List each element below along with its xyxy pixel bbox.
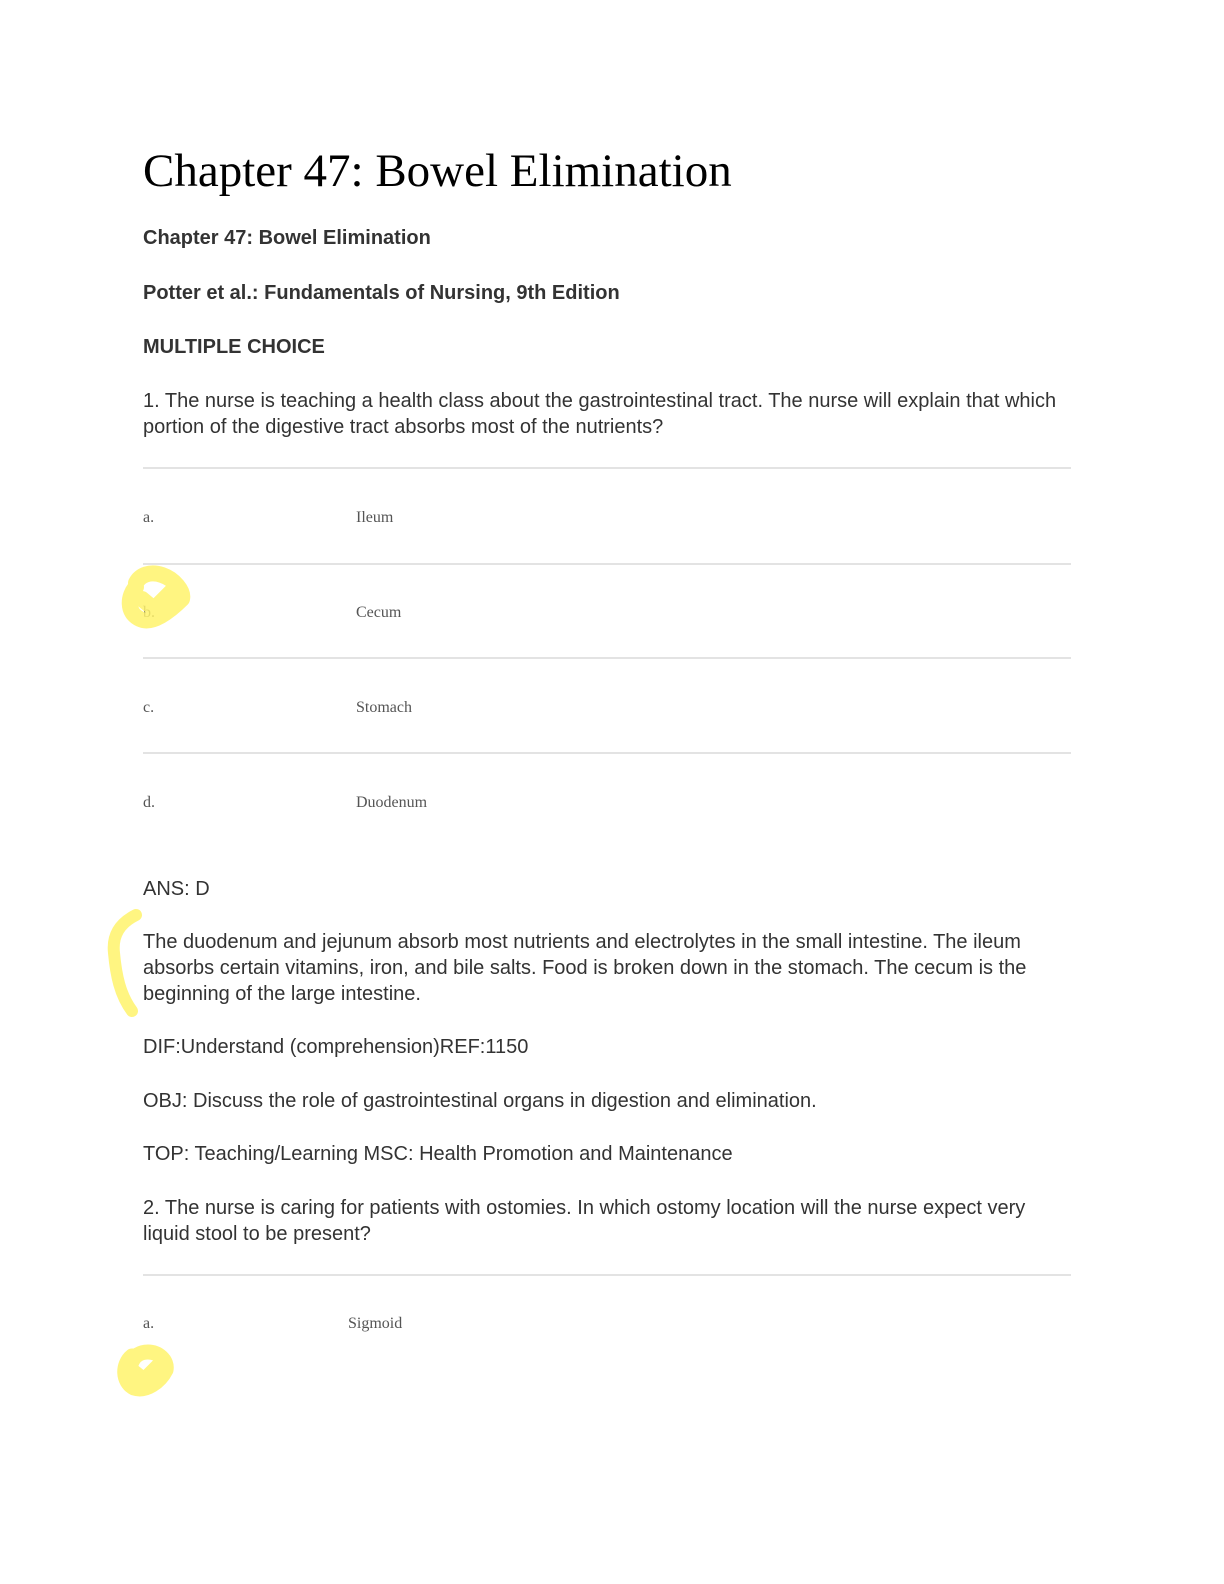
q1-option-a-text: Ileum [356,509,394,526]
option-divider [143,657,1071,659]
option-divider [143,563,1071,565]
q1-option-a-letter: a. [143,509,155,526]
option-divider [143,467,1071,469]
option-divider [143,1274,1071,1276]
q1-topic: TOP: Teaching/Learning MSC: Health Promotion and Maintenance [143,1143,733,1165]
section-heading: MULTIPLE CHOICE [143,336,325,358]
q1-objective: OBJ: Discuss the role of gastrointestinal organs in digestion and elimination. [143,1090,817,1112]
book-reference: Potter et al.: Fundamentals of Nursing, 9th Edition [143,282,620,304]
q1-option-d-text: Duodenum [356,794,428,811]
q1-difficulty-ref: DIF:Understand (comprehension)REF:1150 [143,1036,529,1058]
q1-option-d-letter: d. [143,794,155,811]
q1-option-c-text: Stomach [356,699,412,716]
q1-option-c-letter: c. [143,699,155,716]
page-title: Chapter 47: Bowel Elimination [143,145,732,197]
highlighter-check-mark [118,565,193,635]
question-1-text: 1. The nurse is teaching a health class about the gastrointestinal tract. The nurse will explain that which portion of the digestive tract absorbs most of the nutrients? [143,390,1057,438]
chapter-subtitle: Chapter 47: Bowel Elimination [143,227,431,249]
question-2-text: 2. The nurse is caring for patients with ostomies. In which ostomy location will the nurse expect very liquid stool to be present? [143,1197,1026,1245]
highlighter-bracket-mark [100,905,150,1025]
option-divider [143,752,1071,754]
q2-option-a-letter: a. [143,1315,155,1332]
highlighter-check-mark [112,1342,180,1400]
q1-rationale: The duodenum and jejunum absorb most nutrients and electrolytes in the small intestine. The ileum absorbs certain vitamins, iron, and bile salts. Food is broken down in the stomach. The cecum is the beginning of the large intestine. [143,931,1027,1005]
q1-option-b-text: Cecum [356,604,402,621]
q1-option-b-letter: b. [143,604,155,621]
q2-option-a-text: Sigmoid [348,1315,403,1332]
q1-answer: ANS: D [143,878,210,900]
